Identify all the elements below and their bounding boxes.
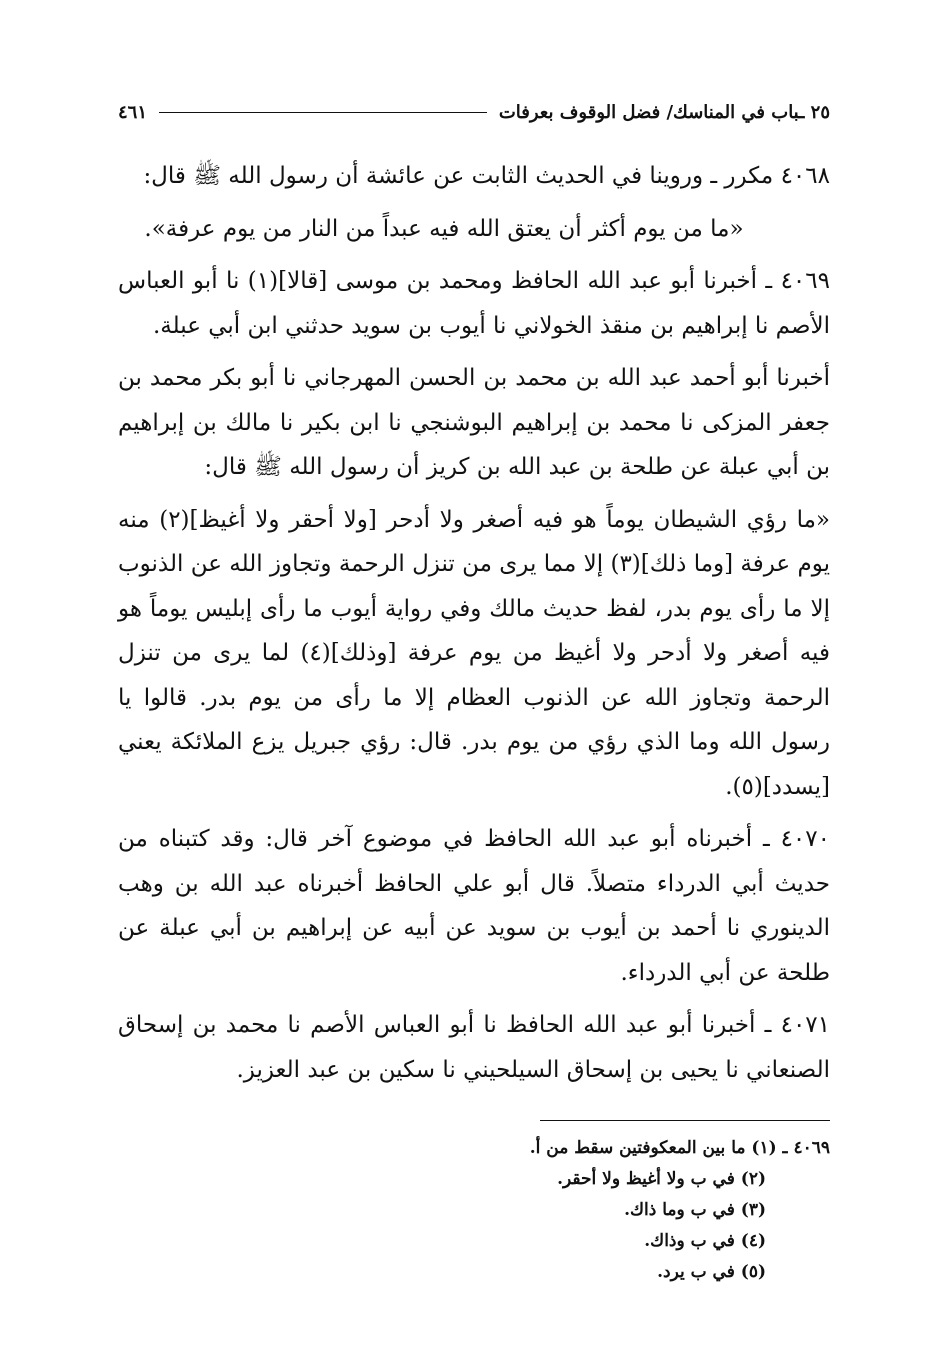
chapter-title: ٢٥ ـباب في المناسك/ فضل الوقوف بعرفات [498,101,830,123]
hadith-4068: ٤٠٦٨ مكرر ـ وروينا في الحديث الثابت عن عائشة أن رسول الله ﷺ قال: [143,163,830,189]
footnote-divider [540,1120,830,1121]
footnote-4: (٤) في ب وذاك. [644,1231,766,1251]
hadith-4070: ٤٠٧٠ ـ أخبرناه أبو عبد الله الحافظ في موضوع آخر قال: وقد كتبناه من حديث أبي الدرداء متصلاً. قال أبو علي الحافظ أخبرناه عبد الله بن وهب الدينوري نا أحمد بن أيوب بن سويد عن أبيه عن إبراهيم بن أبي عبلة عن طلحة عن أبي الدرداء. [118,826,830,986]
footnote-1: ٤٠٦٩ ـ (١) ما بين المعكوفتين سقط من أ. [529,1138,830,1158]
header-rule [159,112,487,113]
hadith-quote-arafah: «ما من يوم أكثر أن يعتق الله فيه عبداً من النار من يوم عرفة». [144,215,744,242]
book-page [118,92,830,1288]
footnote-3: (٣) في ب وما ذاك. [624,1200,766,1220]
main-text [118,154,830,1092]
page-number: ٤٦١ [118,101,148,123]
footnotes [118,1133,830,1288]
footnote-5: (٥) في ب يرد. [657,1262,766,1282]
running-header [118,92,830,132]
isnad-paragraph: أخبرنا أبو أحمد عبد الله بن محمد بن الحسن المهرجاني نا أبو بكر محمد بن جعفر المزكى نا محمد بن إبراهيم البوشنجي نا ابن بكير نا مالك بن إبراهيم بن أبي عبلة عن طلحة بن عبد الله بن كريز أن رسول الله ﷺ قال: [118,365,830,480]
hadith-quote-shaytan: «ما رؤي الشيطان يوماً هو فيه أصغر ولا أدحر [ولا أحقر ولا أغيظ](٢) منه يوم عرفة [وما ذلك](٣) إلا مما يرى من تنزل الرحمة وتجاوز الله عن الذنوب إلا ما رأى يوم بدر، لفظ حديث مالك وفي رواية أيوب ما رأى إبليس يوماً هو فيه أصغر ولا أدحر ولا أغيظ من يوم عرفة [وذلك](٤) لما يرى من تنزل الرحمة وتجاوز الله عن الذنوب العظام إلا ما رأى من يوم بدر. قالوا يا رسول الله وما الذي رؤي من يوم بدر. قال: رؤي جبريل يزع الملائكة يعني [يسدد](٥). [118,506,830,800]
hadith-4071: ٤٠٧١ ـ أخبرنا أبو عبد الله الحافظ نا أبو العباس الأصم نا محمد بن إسحاق الصنعاني نا يحيى بن إسحاق السيلحيني نا سكين بن عبد العزيز. [118,1012,831,1083]
footnote-2: (٢) في ب ولا أغيظ ولا أحقر. [557,1169,766,1189]
hadith-4069: ٤٠٦٩ ـ أخبرنا أبو عبد الله الحافظ ومحمد بن موسى [قالا](١) نا أبو العباس الأصم نا إبراهيم بن منقذ الخولاني نا أيوب بن سويد حدثني ابن أبي عبلة. [118,268,830,339]
